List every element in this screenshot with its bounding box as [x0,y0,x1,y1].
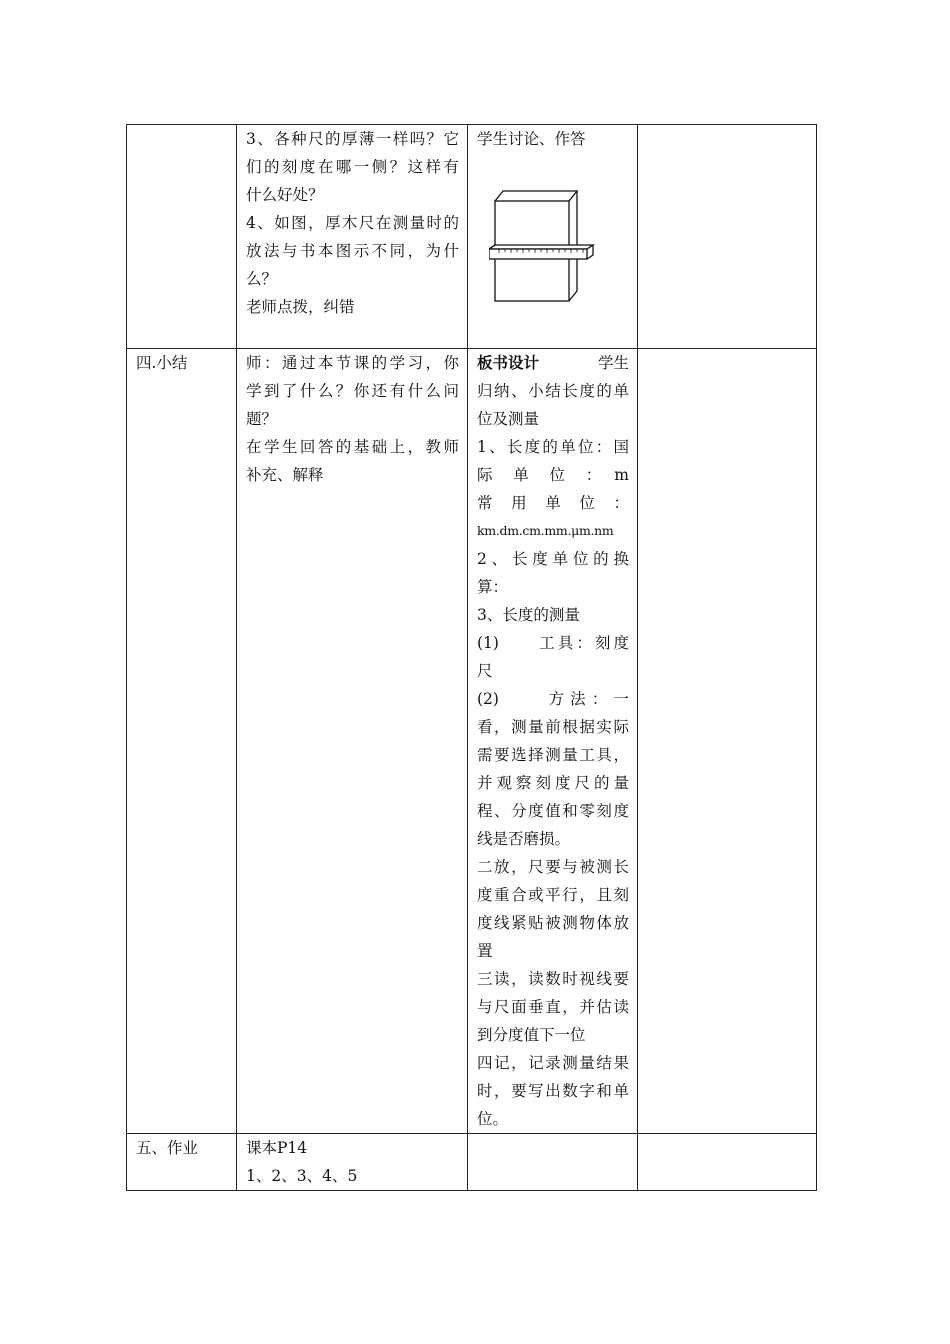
text-line: 3、各种尺的厚薄一样吗？它 [246,130,459,148]
text-line: 二放，尺要与被测长 [477,858,629,876]
text-line: 们的刻度在哪一侧？这样有 [246,158,459,176]
text-line: 师：通过本节课的学习，你 [246,354,459,372]
text-line: 学生讨论、作答 [477,130,586,148]
text-line: 算： [477,578,509,596]
text-line: 课本P14 [246,1139,308,1157]
teacher-activity-cell [237,1134,468,1191]
text-line: 看，测量前根据实际 [477,718,629,736]
student-activity-cell [468,349,638,1134]
text-line: 需要选择测量工具， [477,746,629,764]
teacher-activity-cell [237,349,468,1134]
text-line: 学到了什么？你还有什么问 [246,382,459,400]
text-line: 题？ [246,410,278,428]
note-cell [638,349,817,1134]
section-label: 四.小结 [136,354,188,372]
section-label: 五、作业 [136,1139,199,1157]
text-line: 常 用 单 位 ： [477,494,629,512]
text-line: 置 [477,942,493,960]
text-line: 归纳、小结长度的单 [477,382,629,400]
text-line: 到分度值下一位 [477,1026,586,1044]
text-line: 位。 [477,1110,509,1128]
text-line: 度重合或平行，且刻 [477,886,629,904]
table-row [127,349,817,1134]
section-cell [127,349,237,1134]
text-line: 1、2、3、4、5 [246,1167,358,1185]
board-design-line [477,349,629,377]
text-line: 什么好处？ [246,186,324,204]
text-line: 么？ [246,270,278,288]
text-line: 1、长度的单位：国 [477,438,629,456]
block-on-ruler-figure [489,187,599,305]
table-row [127,1134,817,1191]
lesson-plan-table [126,124,817,1191]
text-line: 4、如图，厚木尺在测量时的 [246,214,459,232]
text-line: 补充、解释 [246,466,324,484]
student-activity-cell [468,1134,638,1191]
text-line: 四记，记录测量结果 [477,1054,629,1072]
section-cell [127,125,237,349]
section-cell [127,1134,237,1191]
text-line: 尺 [477,662,493,680]
text-line: 老师点拨，纠错 [246,298,355,316]
text-line: 时，要写出数字和单 [477,1082,629,1100]
text-line: 并观察刻度尺的量 [477,774,629,792]
note-cell [638,125,817,349]
text-line: 2、长度单位的换 [477,550,629,568]
text-line: 放法与书本图示不同，为什 [246,242,459,260]
text-line: (2) 方法：一 [477,690,629,708]
note-cell [638,1134,817,1191]
text-line: km.dm.cm.mm.μm.nm [477,523,614,538]
text-line: 三读，读数时视线要 [477,970,629,988]
text-line: 位及测量 [477,410,540,428]
text-line: 程、分度值和零刻度 [477,802,629,820]
teacher-activity-cell [237,125,468,349]
text-line: 3、长度的测量 [477,606,580,624]
text-line: 线是否磨损。 [477,830,571,848]
text-line: 与尺面垂直，并估读 [477,998,629,1016]
board-design-heading: 板书设计 [477,353,540,372]
student-activity-cell [468,125,638,349]
text-line: 在学生回答的基础上，教师 [246,438,459,456]
table-row [127,125,817,349]
text-line: 学生 [597,354,629,372]
text-line: 度线紧贴被测物体放 [477,914,629,932]
text-line: (1) 工具：刻度 [477,634,629,652]
text-line: 际 单 位 ： m [477,466,629,484]
